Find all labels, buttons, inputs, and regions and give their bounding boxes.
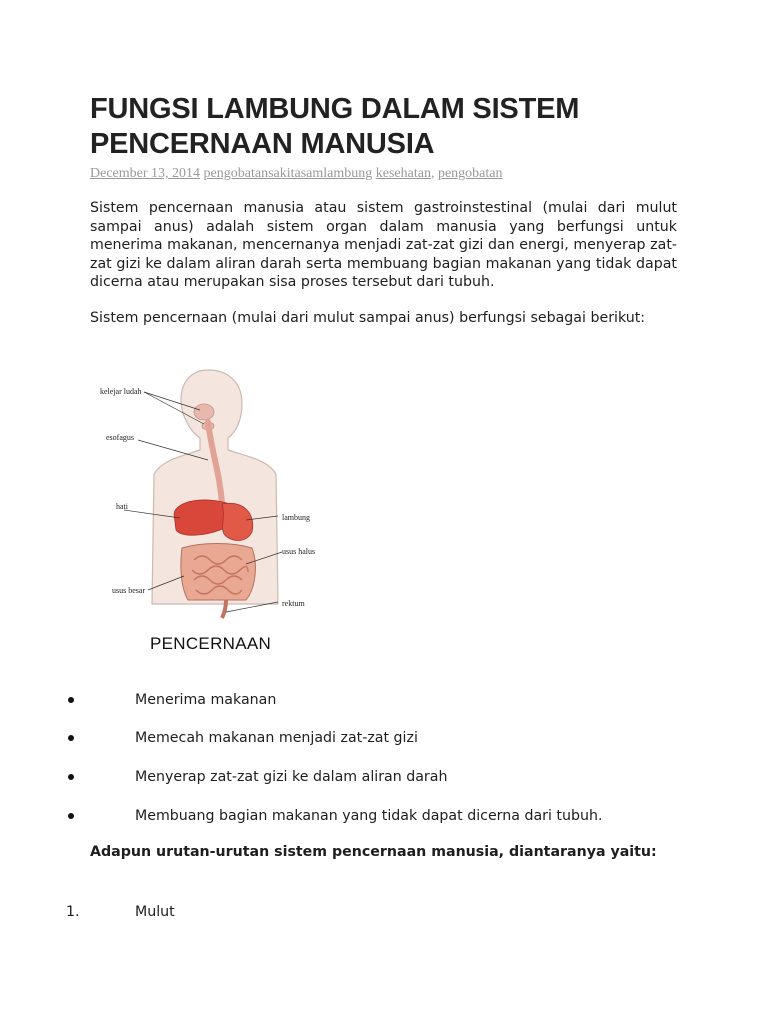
bullet-icon [68,774,74,780]
tag-link-pengobatan[interactable]: pengobatan [437,166,503,181]
large-intestine [181,544,255,601]
list-item [0,806,768,828]
label-kelenjar-ludah: kelejar ludah [100,387,142,396]
label-hati: hati [116,502,128,511]
list-item [0,728,768,750]
numbered-list-item [0,902,768,924]
label-lambung: lambung [282,513,310,522]
list-item-text: Menyerap zat-zat gizi ke dalam aliran darah [135,769,448,785]
article-meta [90,164,690,184]
post-date-link[interactable]: December 13, 2014 [90,166,201,181]
label-usus-besar: usus besar [112,586,146,595]
list-item-text: Memecah makanan menjadi zat-zat gizi [135,730,418,746]
list-item-text: Membuang bagian makanan yang tidak dapat dicerna dari tubuh. [135,808,603,824]
list-item [0,767,768,789]
label-usus-halus: usus halus [282,547,316,556]
bullet-icon [68,735,74,741]
label-rektum: rektum [282,599,305,608]
list-item-text: Mulut [135,904,175,920]
digestive-system-figure [96,364,336,664]
article-title: FUNGSI LAMBUNG DALAM SISTEM PENCERNAAN MANUSIA [90,93,580,160]
bullet-icon [68,813,74,819]
tag-link-kesehatan[interactable]: kesehatan [375,166,431,181]
list-item [0,690,768,712]
list-item-text: Menerima makanan [135,692,277,708]
figure-caption: PENCERNAAN [150,634,272,653]
sequence-intro-heading: Adapun urutan-urutan sistem pencernaan manusia, diantaranya yaitu: [90,844,657,860]
author-link[interactable]: pengobatansakitasamlambung [203,166,373,181]
intro-paragraph: Sistem pencernaan manusia atau sistem gastroinstestinal (mulai dari mulut sampai anus) adalah sistem organ dalam manusia yang berfungsi untuk menerima makanan, mencernanya menjadi zat-zat gizi dan energi, menyerap zat-zat gizi ke dalam aliran darah serta membuang bagian makanan yang tidak dapat dicerna atau merupakan sisa proses tersebut dari tubuh. [90,200,677,291]
label-esofagus: esofagus [106,433,134,442]
salivary-gland [194,404,214,420]
tag-separator: , [430,166,435,181]
function-intro-paragraph: Sistem pencernaan (mulai dari mulut sampai anus) berfungsi sebagai berikut: [90,310,646,326]
digestive-system-illustration [96,364,336,634]
bullet-icon [68,697,74,703]
list-number: 1. [66,904,80,920]
